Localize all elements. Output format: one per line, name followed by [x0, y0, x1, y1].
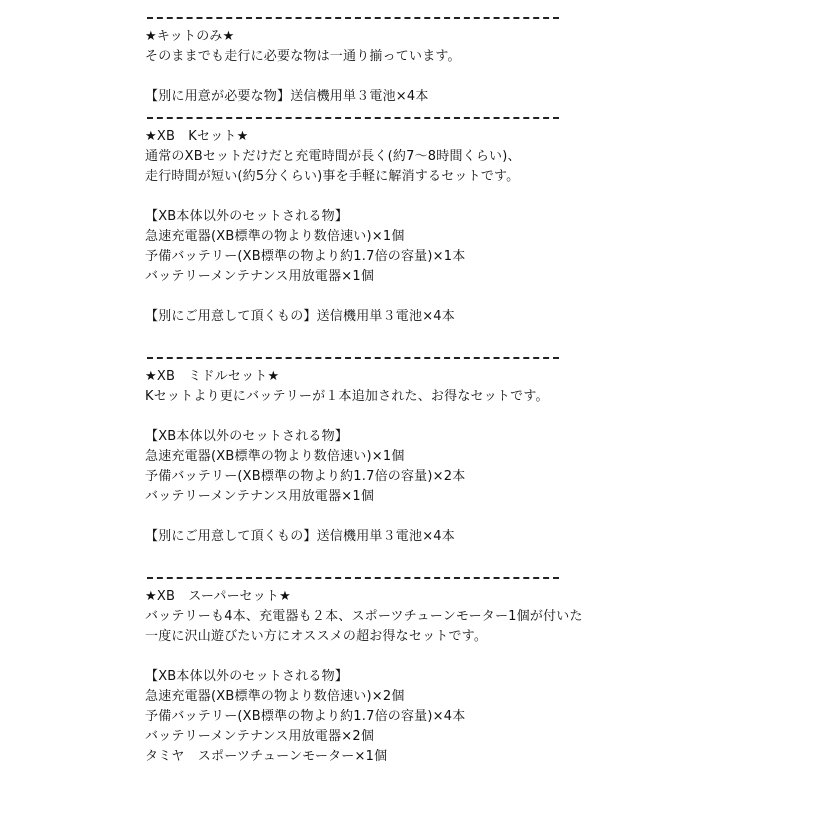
- required-items-note: 【別に用意が必要な物】送信機用単３電池×4本: [145, 89, 429, 104]
- blank-line: [145, 507, 805, 527]
- dashed-divider: [145, 567, 805, 587]
- required-items-note: 【別にご用意して頂くもの】送信機用単３電池×4本: [145, 529, 455, 544]
- blank-line: [145, 547, 805, 567]
- contents-item: 急速充電器(XB標準の物より数倍速い)×2個: [145, 689, 405, 704]
- blank-line: [145, 67, 805, 87]
- blank-line: [145, 647, 805, 667]
- blank-line: [145, 187, 805, 207]
- contents-item: バッテリーメンテナンス用放電器×2個: [145, 729, 375, 744]
- section-description: 走行時間が短い(約5分くらい)事を手軽に解消するセットです。: [145, 169, 520, 184]
- section-title: ★XB ミドルセット★: [145, 369, 280, 384]
- product-description: [145, 7, 805, 767]
- contents-heading: 【XB本体以外のセットされる物】: [145, 429, 349, 444]
- contents-heading: 【XB本体以外のセットされる物】: [145, 209, 349, 224]
- contents-item: 急速充電器(XB標準の物より数倍速い)×1個: [145, 229, 405, 244]
- contents-item: タミヤ スポーツチューンモーター×1個: [145, 749, 388, 764]
- contents-item: バッテリーメンテナンス用放電器×1個: [145, 269, 375, 284]
- section-description: Kセットより更にバッテリーが１本追加された、お得なセットです。: [145, 389, 549, 404]
- section-description: そのままでも走行に必要な物は一通り揃っています。: [145, 49, 461, 64]
- section-title: ★キットのみ★: [145, 29, 235, 44]
- required-items-note: 【別にご用意して頂くもの】送信機用単３電池×4本: [145, 309, 455, 324]
- section-title: ★XB Kセット★: [145, 129, 249, 144]
- contents-heading: 【XB本体以外のセットされる物】: [145, 669, 349, 684]
- dashed-divider: [145, 7, 805, 27]
- section-description: バッテリーも4本、充電器も２本、スポーツチューンモーター1個が付いた: [145, 609, 583, 624]
- section-title: ★XB スーパーセット★: [145, 589, 291, 604]
- contents-item: 予備バッテリー(XB標準の物より約1.7倍の容量)×2本: [145, 469, 466, 484]
- dashed-divider: [145, 107, 805, 127]
- contents-item: 予備バッテリー(XB標準の物より約1.7倍の容量)×1本: [145, 249, 466, 264]
- blank-line: [145, 287, 805, 307]
- blank-line: [145, 327, 805, 347]
- contents-item: 予備バッテリー(XB標準の物より約1.7倍の容量)×4本: [145, 709, 466, 724]
- dashed-divider: [145, 347, 805, 367]
- contents-item: バッテリーメンテナンス用放電器×1個: [145, 489, 375, 504]
- contents-item: 急速充電器(XB標準の物より数倍速い)×1個: [145, 449, 405, 464]
- section-description: 通常のXBセットだけだと充電時間が長く(約7〜8時間くらい)、: [145, 149, 521, 164]
- blank-line: [145, 407, 805, 427]
- section-description: 一度に沢山遊びたい方にオススメの超お得なセットです。: [145, 629, 488, 644]
